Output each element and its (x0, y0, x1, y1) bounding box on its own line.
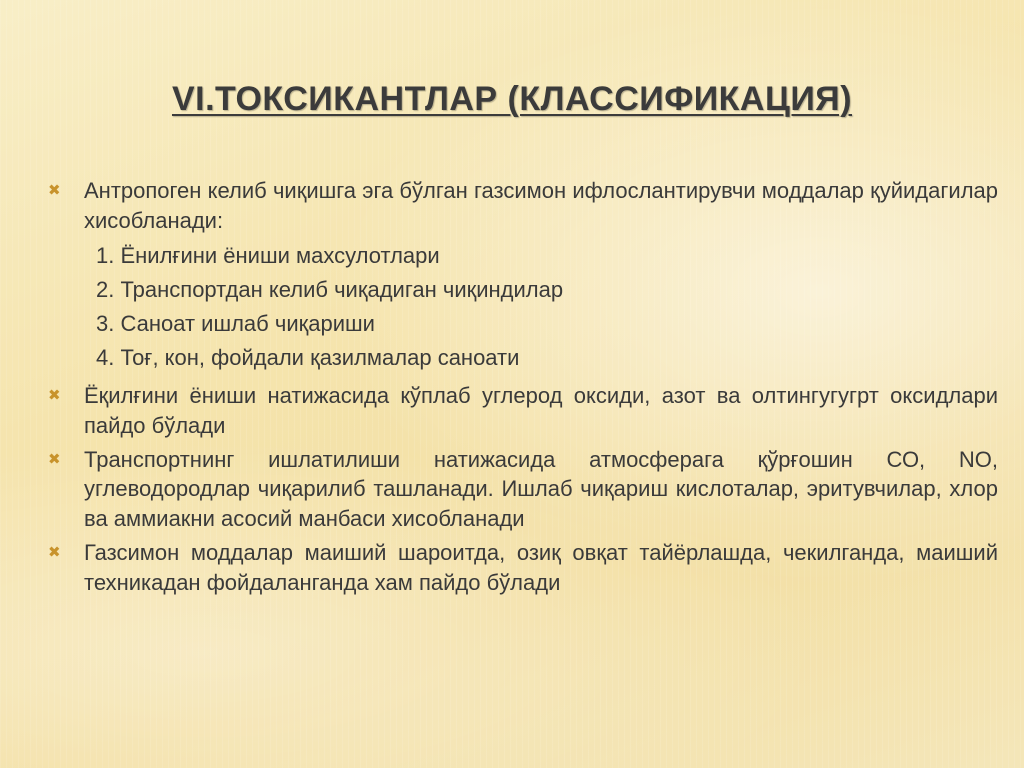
x-bullet-icon: ✖ (48, 387, 61, 405)
bullet-item (46, 381, 998, 440)
sublist-item: 2. Транспортдан келиб чиқадиган чиқиндилар (96, 277, 564, 303)
slide-title: VI.ТОКСИКАНТЛАР (КЛАССИФИКАЦИЯ) (171, 80, 853, 118)
bullet-text: Ёқилғини ёниши натижасида кўплаб углерод оксиди, азот ва олтингугугрт оксидлари пайдо бўлади (84, 383, 998, 439)
bullet-text: Антропоген келиб чиқишга эга бўлган газсимон ифлослантирувчи моддалар қуйидагилар хисобланади: (84, 178, 998, 233)
bullet-item (46, 538, 998, 597)
bullet-item (46, 176, 998, 235)
numbered-sublist (46, 239, 998, 375)
x-bullet-icon: ✖ (48, 543, 61, 561)
bullet-text: Газсимон моддалар маиший шароитда, озиқ овқат тайёрлашда, чекилганда, маиший техникадан фойдаланганда хам пайдо бўлади (84, 539, 998, 595)
sublist-item: 1. Ёнилғини ёниши махсулотлари (96, 243, 440, 269)
sublist-item: 4. Тоғ, кон, фойдали қазилмалар саноати (96, 345, 520, 371)
bullet-text: Транспортнинг ишлатилиши натижасида атмосферага қўрғошин СО, NО, углеводородлар чиқарилиб ташланади. Ишлаб чиқариш кислоталар, эритувчилар, хлор ва аммиакни асосий манбаси хисобланади (84, 446, 998, 532)
sublist-item: 3. Саноат ишлаб чиқариши (96, 311, 375, 337)
bullet-item (46, 445, 998, 534)
x-bullet-icon: ✖ (48, 450, 61, 468)
x-bullet-icon: ✖ (48, 182, 61, 199)
slide-content (46, 176, 998, 601)
